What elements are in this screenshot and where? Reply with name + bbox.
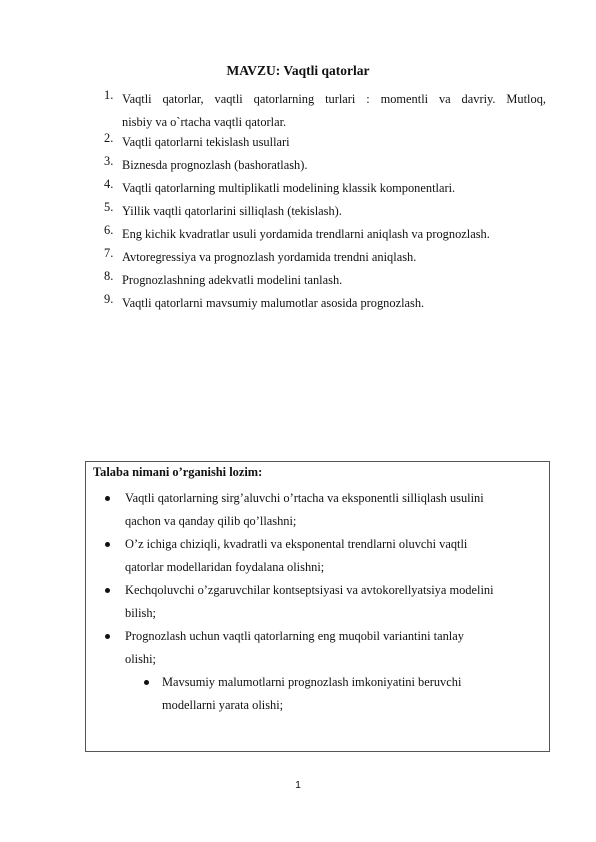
item-text-line: Biznesda prognozlash (bashoratlash). bbox=[122, 158, 308, 172]
bullet-icon bbox=[144, 680, 149, 685]
item-number: 6. bbox=[104, 223, 114, 237]
item-text-line: Eng kichik kvadratlar usuli yordamida trendlarni aniqlash va prognozlash. bbox=[122, 227, 490, 241]
item-number: 9. bbox=[104, 292, 114, 306]
item-number: 4. bbox=[104, 177, 114, 191]
bullet-item bbox=[125, 487, 484, 533]
bullet-text-line: Prognozlash uchun vaqtli qatorlarning eng muqobil variantini tanlay bbox=[125, 629, 464, 643]
bullet-text-line: Kechqoluvchi o’zgaruvchilar kontseptsiyasi va avtokorellyatsiya modelini bbox=[125, 583, 494, 597]
bullet-icon bbox=[105, 542, 110, 547]
learning-objectives-box bbox=[85, 461, 550, 752]
bullet-icon bbox=[105, 588, 110, 593]
item-text-line: Avtoregressiya va prognozlash yordamida trendni aniqlash. bbox=[122, 250, 417, 264]
item-number: 5. bbox=[104, 200, 114, 214]
bullet-text-line: bilish; bbox=[125, 606, 156, 620]
item-number: 8. bbox=[104, 269, 114, 283]
bullet-icon bbox=[105, 496, 110, 501]
page-title: MAVZU: Vaqtli qatorlar bbox=[226, 63, 370, 78]
bullet-text-line: modellarni yarata olishi; bbox=[162, 698, 284, 712]
item-text-line: Prognozlashning adekvatli modelini tanlash. bbox=[122, 273, 343, 287]
bullet-text-line: O’z ichiga chiziqli, kvadratli va eksponental trendlarni oluvchi vaqtli bbox=[125, 537, 468, 551]
item-number: 2. bbox=[104, 131, 114, 145]
page-number: 1 bbox=[295, 779, 301, 791]
item-number: 7. bbox=[104, 246, 114, 260]
item-text-line: nisbiy va o`rtacha vaqtli qatorlar. bbox=[122, 115, 287, 129]
box-title: Talaba nimani o’rganishi lozim: bbox=[93, 465, 263, 479]
bullet-text-line: Mavsumiy malumotlarni prognozlash imkoniyatini beruvchi bbox=[162, 675, 462, 689]
bullet-text-line: olishi; bbox=[125, 652, 156, 666]
bullet-text-line: Vaqtli qatorlarning sirg’aluvchi o’rtacha va eksponentli silliqlash usulini bbox=[125, 491, 484, 505]
bullet-text-line: qatorlar modellaridan foydalana olishni; bbox=[125, 560, 325, 574]
bullet-item bbox=[125, 579, 494, 625]
item-text-line: Yillik vaqtli qatorlarini silliqlash (tekislash). bbox=[122, 204, 342, 218]
item-number: 1. bbox=[104, 88, 114, 102]
bullet-item bbox=[125, 625, 464, 671]
item-text-line: Vaqtli qatorlarning multiplikatli modelining klassik komponentlari. bbox=[122, 181, 456, 195]
sub-bullet-item bbox=[162, 671, 461, 717]
item-text-line: Vaqtli qatorlarni mavsumiy malumotlar asosida prognozlash. bbox=[122, 296, 425, 310]
item-number: 3. bbox=[104, 154, 114, 168]
bullet-icon bbox=[105, 634, 110, 639]
bullet-text-line: qachon va qanday qilib qo’llashni; bbox=[125, 514, 297, 528]
item-text-line: Vaqtli qatorlarni tekislash usullari bbox=[122, 135, 290, 149]
item-text-line: Vaqtli qatorlar, vaqtli qatorlarning turlari : momentli va davriy. Mutloq, bbox=[122, 92, 546, 106]
bullet-item bbox=[125, 533, 467, 579]
